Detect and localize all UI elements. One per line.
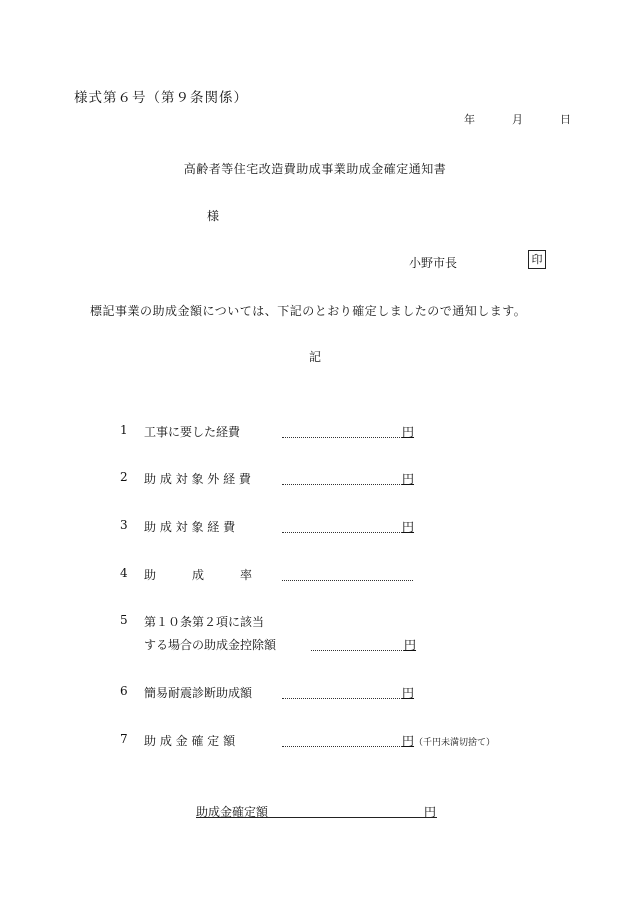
item-label-line1: 第１０条第２項に該当 xyxy=(144,615,265,629)
total-unit: 円 xyxy=(424,805,437,819)
item-number: 2 xyxy=(120,470,128,484)
item-label: 助 成 対 象 外 経 費 xyxy=(144,472,251,486)
item-label: 簡易耐震診断助成額 xyxy=(144,686,253,700)
fill-line xyxy=(282,518,402,533)
addressee-suffix: 様 xyxy=(207,209,220,223)
item-unit: 円 xyxy=(402,425,415,439)
fill-line xyxy=(282,423,402,438)
total-underline xyxy=(196,817,437,818)
item-number: 4 xyxy=(120,566,128,580)
date-day: 日 xyxy=(560,113,571,126)
body-text: 標記事業の助成金額については、下記のとおり確定しましたので通知します。 xyxy=(90,304,527,318)
fill-line xyxy=(282,732,402,747)
item-number: 7 xyxy=(120,732,128,746)
item-unit: 円 xyxy=(402,520,415,534)
item-unit: 円 xyxy=(402,734,415,748)
item-unit: 円 xyxy=(402,686,415,700)
item-number: 6 xyxy=(120,684,128,698)
item-label: 助 成 金 確 定 額 xyxy=(144,734,236,748)
rounding-note: （千円未満切捨て） xyxy=(414,738,496,748)
issuer-name: 小野市長 xyxy=(409,256,458,270)
item-unit: 円 xyxy=(404,638,417,652)
item-label: 工事に要した経費 xyxy=(144,425,241,439)
date-line xyxy=(464,111,571,127)
date-year: 年 xyxy=(464,113,475,126)
date-month: 月 xyxy=(512,113,523,126)
fill-line xyxy=(282,566,413,581)
form-number: 様式第６号（第９条関係） xyxy=(74,90,248,106)
item-number: 1 xyxy=(120,423,128,437)
fill-line xyxy=(282,684,402,699)
item-number: 3 xyxy=(120,518,128,532)
ki-heading: 記 xyxy=(308,350,321,364)
item-label: 助 成 対 象 経 費 xyxy=(144,520,236,534)
item-label-line2: する場合の助成金控除額 xyxy=(144,638,277,652)
fill-line xyxy=(282,470,402,485)
item-label: 助 成 率 xyxy=(144,568,253,582)
document-title: 高齢者等住宅改造費助成事業助成金確定通知書 xyxy=(183,162,447,176)
fill-line xyxy=(311,636,404,651)
total-label: 助成金確定額 xyxy=(196,805,269,819)
item-number: 5 xyxy=(120,613,128,627)
item-unit: 円 xyxy=(402,472,415,486)
seal-mark: 印 xyxy=(528,250,546,269)
